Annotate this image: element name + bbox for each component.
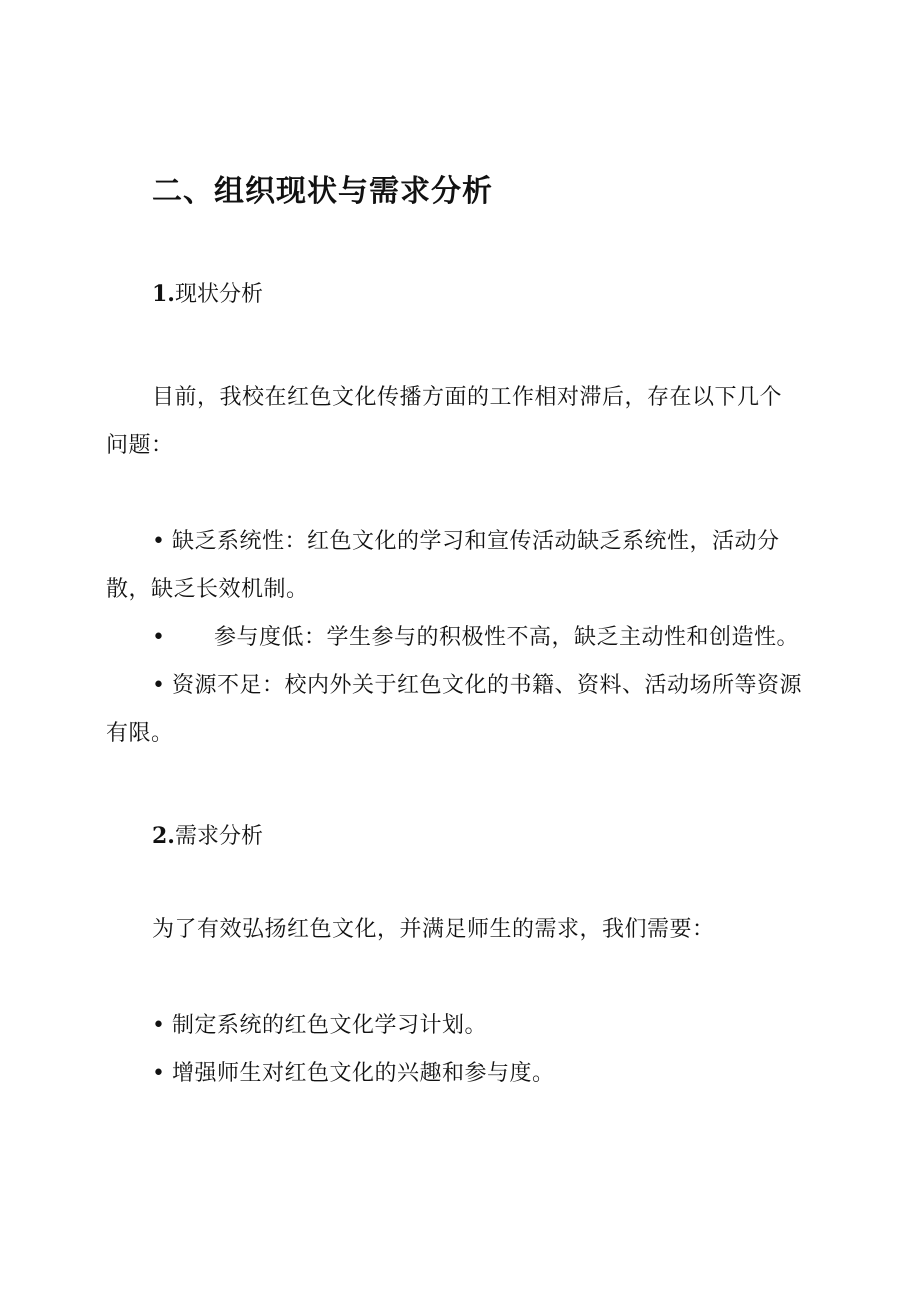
needs-intro: 为了有效弘扬红色文化，并满足师生的需求，我们需要： (152, 917, 715, 942)
status-bullet-1-line2: 散，缺乏长效机制。 (106, 577, 309, 602)
section-title: 二、组织现状与需求分析 (152, 174, 493, 209)
bullet-dot-icon: • (152, 673, 166, 698)
needs-bullet-2-text: 增强师生对红色文化的兴趣和参与度。 (172, 1061, 555, 1086)
status-bullet-1-text: 缺乏系统性：红色文化的学习和宣传活动缺乏系统性，活动分 (172, 529, 780, 554)
status-bullet-3-text: 资源不足：校内外关于红色文化的书籍、资料、活动场所等资源 (172, 673, 803, 698)
needs-bullet-1-text: 制定系统的红色文化学习计划。 (172, 1013, 488, 1038)
bullet-dot-icon: • (152, 529, 166, 554)
status-bullet-2-text: 参与度低：学生参与的积极性不高，缺乏主动性和创造性。 (214, 625, 800, 650)
needs-bullet-1 (152, 1002, 487, 1050)
needs-analysis-number: 2. (152, 823, 175, 849)
status-bullet-1-line1 (152, 518, 780, 566)
status-intro-line1: 目前，我校在红色文化传播方面的工作相对滞后，存在以下几个 (152, 385, 783, 410)
status-analysis-title: 现状分析 (174, 282, 263, 307)
bullet-dot-icon: • (152, 625, 166, 650)
needs-analysis-title: 需求分析 (174, 824, 263, 849)
status-analysis-heading (152, 278, 263, 311)
bullet-dot-icon: • (152, 1013, 166, 1038)
status-analysis-number: 1. (152, 281, 175, 307)
status-intro-line2: 问题： (106, 433, 174, 458)
needs-analysis-heading (152, 820, 263, 853)
needs-bullet-2 (152, 1050, 555, 1098)
status-bullet-3-line1 (152, 662, 802, 710)
status-bullet-3-line2: 有限。 (106, 721, 174, 746)
status-bullet-2 (152, 614, 799, 662)
bullet-dot-icon: • (152, 1061, 166, 1086)
